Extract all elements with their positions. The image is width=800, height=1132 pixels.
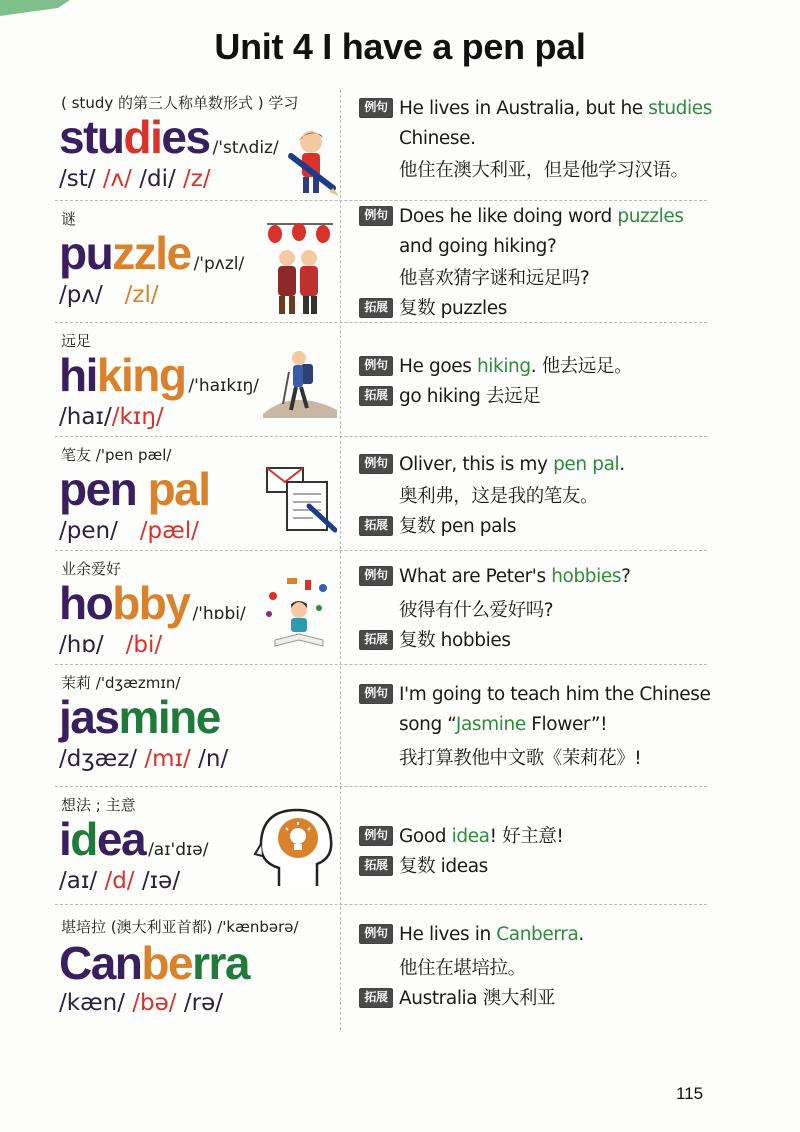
example-text: ? [621, 566, 631, 587]
example-translation: 他住在堪培拉。 [399, 958, 526, 979]
syllable: /st/ [59, 166, 96, 192]
entry-idea [55, 790, 705, 904]
word-part: d [70, 813, 97, 865]
row-divider [55, 904, 707, 905]
entry-hiking [55, 326, 705, 440]
example-keyword: Jasmine [455, 714, 526, 735]
syllable: /pʌ/ [59, 282, 103, 308]
extend-text: 复数 hobbies [399, 630, 511, 651]
entry-meaning: 想法 ; 主意 [61, 796, 136, 814]
entry-pen-pal [55, 440, 705, 554]
extend-line [359, 382, 540, 408]
example-keyword: studies [648, 98, 712, 119]
row-divider [55, 436, 707, 437]
example-tag: 例句 [359, 566, 393, 586]
word-part: king [96, 349, 186, 401]
extend-text: go hiking 去远足 [399, 386, 541, 407]
syllables [59, 746, 228, 772]
example-line: and going hiking? [399, 236, 557, 257]
syllable: /aɪ/ [59, 868, 98, 894]
syllables [59, 282, 159, 308]
page-number: 115 [676, 1084, 704, 1103]
example-translation: 我打算教他中文歌《茉莉花》! [399, 748, 642, 769]
entry-canberra [55, 908, 705, 1022]
syllable: /zl/ [124, 282, 159, 308]
example-translation: 彼得有什么爱好吗? [399, 600, 554, 621]
word-part: pu [59, 227, 113, 279]
example-tag: 例句 [359, 356, 393, 376]
example-keyword: hiking [476, 356, 531, 377]
extend-tag: 拓展 [359, 298, 393, 318]
page-title: Unit 4 I have a pen pal [214, 26, 586, 67]
phonetic: /aɪ'dɪə/ [148, 840, 209, 860]
boy-with-pencil-icon [285, 126, 341, 198]
example-text: . [578, 924, 584, 945]
example-text: Flower”! [525, 714, 608, 735]
entry-jasmine [55, 668, 711, 782]
entry-headword [59, 462, 210, 516]
example-text: ! 好主意! [489, 826, 564, 847]
word-part: bby [112, 577, 190, 629]
hiker-icon [263, 348, 337, 418]
word-part: ea [96, 813, 146, 865]
example-line [359, 924, 584, 945]
word-part: jas [59, 691, 119, 743]
entry-meaning: 谜 [61, 210, 77, 228]
entry-studies [55, 88, 712, 202]
extend-text: 复数 puzzles [399, 298, 507, 319]
syllable: /di/ [139, 166, 176, 192]
example-line [359, 822, 563, 848]
syllable: /d/ [104, 868, 135, 894]
head-lightbulb-icon [253, 804, 339, 888]
extend-line [359, 984, 555, 1010]
example-keyword: hobbies [551, 566, 622, 587]
row-divider [55, 550, 707, 551]
example-line [359, 98, 712, 119]
entry-meaning: 堪培拉 (澳大利亚首都) /'kænbərə/ [61, 918, 299, 936]
phonetic: /'pʌzl/ [193, 254, 245, 274]
example-text: Oliver, this is my [399, 454, 554, 475]
example-tag: 例句 [359, 454, 393, 474]
syllable: /bi/ [125, 632, 163, 658]
extend-line [359, 294, 507, 320]
syllable: /dʒæz/ [59, 746, 138, 772]
entry-headword [59, 110, 279, 164]
syllable: /hɒ/ [59, 632, 104, 658]
entry-headword [59, 348, 259, 402]
row-divider [55, 786, 707, 787]
entry-headword [59, 690, 220, 744]
example-text: He lives in [399, 924, 497, 945]
example-text: . [619, 454, 625, 475]
example-tag: 例句 [359, 684, 393, 704]
syllables [59, 404, 164, 430]
extend-text: Australia 澳大利亚 [399, 988, 556, 1009]
extend-line [359, 852, 488, 878]
extend-text: 复数 ideas [399, 856, 488, 877]
word-part: zzle [112, 227, 191, 279]
lantern-riddle-icon [265, 220, 335, 316]
phonetic: /'stʌdiz/ [212, 138, 279, 158]
example-tag: 例句 [359, 98, 393, 118]
word-part: rra [192, 937, 249, 989]
word-part: mine [118, 691, 220, 743]
example-line [359, 566, 631, 587]
extend-tag: 拓展 [359, 856, 393, 876]
syllables [59, 166, 211, 192]
syllable: /rə/ [183, 990, 223, 1016]
letter-and-pen-icon [265, 466, 337, 534]
word-part: stu [59, 111, 124, 163]
syllables [59, 990, 223, 1016]
example-text: He goes [399, 356, 477, 377]
phonetic: /'hɒbi/ [192, 604, 246, 624]
entry-headword [59, 936, 249, 990]
entry-hobby [55, 554, 705, 668]
syllable: /pen/ [59, 518, 118, 544]
syllable: /z/ [183, 166, 211, 192]
example-line [359, 206, 684, 227]
word-part: hi [59, 349, 97, 401]
extend-line [359, 512, 516, 538]
example-text: . 他去远足。 [530, 356, 633, 377]
example-keyword: puzzles [617, 206, 684, 227]
entry-meaning: 茉莉 /'dʒæzmɪn/ [61, 674, 181, 692]
syllable: /ʌ/ [102, 166, 132, 192]
example-text: He lives in Australia, but he [399, 98, 649, 119]
example-keyword: idea [451, 826, 490, 847]
extend-line [359, 626, 511, 652]
example-keyword: pen pal [553, 454, 620, 475]
extend-tag: 拓展 [359, 516, 393, 536]
entry-puzzle [55, 204, 705, 318]
row-divider [55, 664, 707, 665]
word-part: es [161, 111, 210, 163]
word-part: pen [59, 463, 148, 515]
example-keyword: Canberra [496, 924, 579, 945]
syllables [59, 518, 199, 544]
example-line: Chinese. [399, 128, 476, 149]
syllable: /mɪ/ [144, 746, 191, 772]
example-text: What are Peter's [399, 566, 552, 587]
word-part: di [123, 111, 162, 163]
row-divider [55, 322, 707, 323]
example-line [359, 352, 632, 378]
syllable: /n/ [198, 746, 229, 772]
entry-headword [59, 576, 246, 630]
syllable: /haɪ/ [59, 404, 112, 430]
syllable: /kɪŋ/ [111, 404, 164, 430]
example-translation: 他住在澳大利亚，但是他学习汉语。 [399, 160, 689, 181]
syllables [59, 632, 162, 658]
example-line [359, 454, 625, 475]
example-tag: 例句 [359, 826, 393, 846]
girl-reading-icon [261, 574, 337, 650]
corner-decoration [0, 0, 70, 28]
entry-headword [59, 812, 209, 866]
row-divider [55, 200, 707, 201]
syllables [59, 868, 180, 894]
entry-meaning: 业余爱好 [61, 560, 122, 578]
example-text: Does he like doing word [399, 206, 618, 227]
phonetic: /'haɪkɪŋ/ [188, 376, 260, 396]
word-part: Can [59, 937, 142, 989]
word-part: ho [59, 577, 113, 629]
entry-meaning: 笔友 /'pen pæl/ [61, 446, 172, 464]
entry-meaning: 远足 [61, 332, 92, 350]
example-translation: 他喜欢猜字谜和远足吗? [399, 268, 590, 289]
example-tag: 例句 [359, 924, 393, 944]
example-text: Good [399, 826, 452, 847]
syllable: /ɪə/ [141, 868, 181, 894]
example-line [399, 714, 607, 735]
example-translation: 奥利弗，这是我的笔友。 [399, 486, 599, 507]
example-text: song “ [399, 714, 456, 735]
example-tag: 例句 [359, 206, 393, 226]
syllable: /pæl/ [139, 518, 199, 544]
entry-meaning: ( study 的第三人称单数形式 ) 学习 [61, 94, 299, 112]
syllable: /kæn/ [59, 990, 125, 1016]
extend-tag: 拓展 [359, 386, 393, 406]
entry-headword [59, 226, 244, 280]
word-part: i [59, 813, 71, 865]
example-line [359, 684, 711, 705]
word-part: be [141, 937, 193, 989]
extend-text: 复数 pen pals [399, 516, 517, 537]
example-text: I'm going to teach him the Chinese [399, 684, 711, 705]
extend-tag: 拓展 [359, 630, 393, 650]
word-part: pal [147, 463, 210, 515]
syllable: /bə/ [132, 990, 177, 1016]
extend-tag: 拓展 [359, 988, 393, 1008]
